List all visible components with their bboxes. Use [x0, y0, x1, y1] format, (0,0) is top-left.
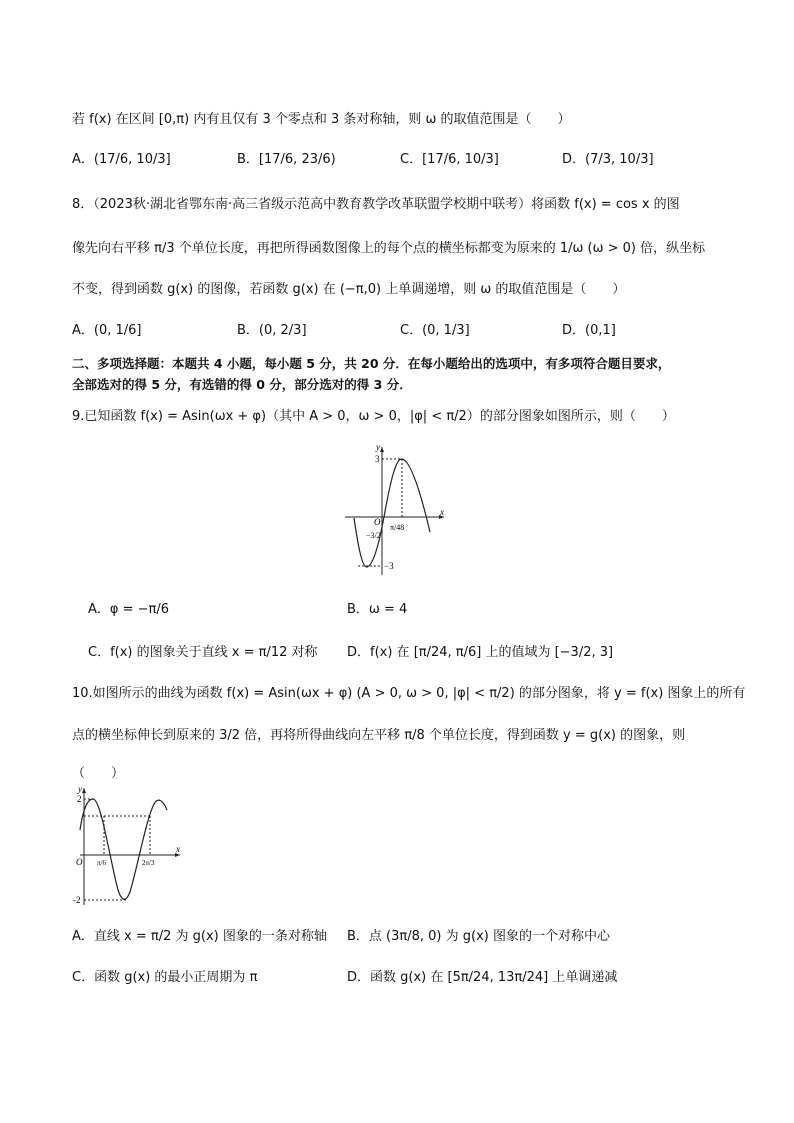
- q9-neg-label: −3/2: [366, 531, 381, 540]
- q8-line3: 不变，得到函数 g(x) 的图像，若函数 g(x) 在 (−π,0) 上单调递增，则 ω 的取值范围是（ ）: [72, 282, 626, 297]
- option-label: C．: [88, 645, 111, 660]
- option-text: (17/6, 10/3]: [93, 152, 171, 167]
- q9-curve: [354, 459, 430, 567]
- q8-line2: 像先向右平移 π/3 个单位长度，再把所得函数图像上的每个点的横坐标都变为原来的 1/ω (ω > 0) 倍，纵坐标: [72, 241, 706, 256]
- option-label: A．: [72, 929, 94, 944]
- option-text: φ = −π/6: [109, 602, 170, 617]
- q9-option-d: [347, 641, 613, 660]
- q10-origin-label: O: [76, 857, 83, 867]
- option-text: 函数 g(x) 在 [5π/24, 13π/24] 上单调递减: [370, 970, 618, 985]
- q10-x-label: x: [176, 844, 180, 854]
- option-label: B．: [237, 323, 259, 338]
- option-label: A．: [88, 602, 110, 617]
- option-label: D．: [562, 323, 586, 338]
- q7-option-d: [562, 148, 654, 167]
- q10-max-label: 2: [77, 794, 82, 804]
- q9-option-b: [347, 598, 407, 617]
- q9-origin-label: O: [374, 517, 381, 527]
- q10-option-d: [347, 966, 617, 985]
- q8-option-d: [562, 319, 616, 338]
- option-text: f(x) 的图象关于直线 x = π/12 对称: [110, 645, 318, 660]
- option-label: B．: [237, 152, 259, 167]
- option-label: C．: [72, 970, 95, 985]
- option-label: D．: [347, 645, 371, 660]
- q9-graph: [340, 440, 450, 580]
- option-label: C．: [400, 323, 423, 338]
- q9-max-label: 3: [375, 454, 380, 464]
- option-text: 函数 g(x) 的最小正周期为 π: [94, 970, 258, 985]
- option-text: 点 (3π/8, 0) 为 g(x) 图象的一个对称中心: [368, 929, 610, 944]
- option-label: A．: [72, 152, 94, 167]
- q9-option-c: [88, 641, 318, 660]
- option-text: (7/3, 10/3]: [585, 152, 654, 167]
- q9-pi48-label: π/48: [390, 523, 405, 532]
- option-label: A．: [72, 323, 94, 338]
- option-text: [17/6, 10/3]: [422, 152, 499, 167]
- q7-stem: 若 f(x) 在区间 [0,π) 内有且仅有 3 个零点和 3 条对称轴，则 ω 的取值范围是（ ）: [72, 112, 571, 127]
- q7-option-a: [72, 148, 171, 167]
- q10-option-c: [72, 966, 257, 985]
- option-label: D．: [562, 152, 586, 167]
- q10-option-b: [347, 925, 610, 944]
- q8-option-c: [400, 319, 470, 338]
- option-text: ω = 4: [368, 602, 408, 617]
- q10-curve: [80, 799, 167, 899]
- option-text: (0, 1/3]: [422, 323, 470, 338]
- q9-option-a: [88, 598, 169, 617]
- option-label: D．: [347, 970, 371, 985]
- q9-y-label: y: [376, 442, 380, 452]
- q10-2pi3-label: 2π/3: [142, 859, 155, 867]
- q8-option-b: [237, 319, 307, 338]
- option-label: B．: [347, 602, 369, 617]
- q10-line2: 点的横坐标伸长到原来的 3/2 倍，再将所得曲线向左平移 π/8 个单位长度，得到函数 y = g(x) 的图象，则: [72, 728, 686, 743]
- option-text: 直线 x = π/2 为 g(x) 图象的一条对称轴: [93, 929, 327, 944]
- q8-line1: 8．（2023秋·湖北省鄂东南·高三省级示范高中教育教学改革联盟学校期中联考）将函数 f(x) = cos x 的图: [72, 197, 680, 212]
- q10-pi6-label: π/6: [97, 859, 106, 867]
- q9-stem: 9.已知函数 f(x) = Asin(ωx + φ)（其中 A > 0，ω > 0，|φ| < π/2）的部分图象如图所示，则（ ）: [72, 409, 675, 424]
- q10-line3: （ ）: [72, 766, 125, 781]
- option-label: B．: [347, 929, 369, 944]
- q10-min-label: -2: [73, 895, 81, 905]
- q7-option-c: [400, 148, 499, 167]
- q8-option-a: [72, 319, 142, 338]
- option-text: (0, 2/3]: [258, 323, 307, 338]
- option-label: C．: [400, 152, 423, 167]
- q10-line1: 10.如图所示的曲线为函数 f(x) = Asin(ωx + φ) (A > 0, ω > 0, |φ| < π/2) 的部分图象，将 y = f(x) 图象上的所有: [72, 686, 746, 701]
- q9-x-label: x: [440, 507, 444, 517]
- section-heading-line2: 全部选对的得 5 分，有选错的得 0 分，部分选对的得 3 分．: [72, 377, 412, 392]
- option-text: [17/6, 23/6): [258, 152, 336, 167]
- q10-graph: [68, 780, 188, 910]
- option-text: (0,1]: [585, 323, 616, 338]
- q9-min-label: −3: [384, 561, 394, 571]
- option-text: f(x) 在 [π/24, π/6] 上的值域为 [−3/2, 3]: [370, 645, 614, 660]
- q10-y-label: y: [78, 784, 82, 794]
- section-heading: 二、多项选择题：本题共 4 小题，每小题 5 分，共 20 分．在每小题给出的选项中，有多项符合题目要求，: [72, 356, 671, 371]
- q10-option-a: [72, 925, 327, 944]
- option-text: (0, 1/6]: [93, 323, 142, 338]
- q7-option-b: [237, 148, 336, 167]
